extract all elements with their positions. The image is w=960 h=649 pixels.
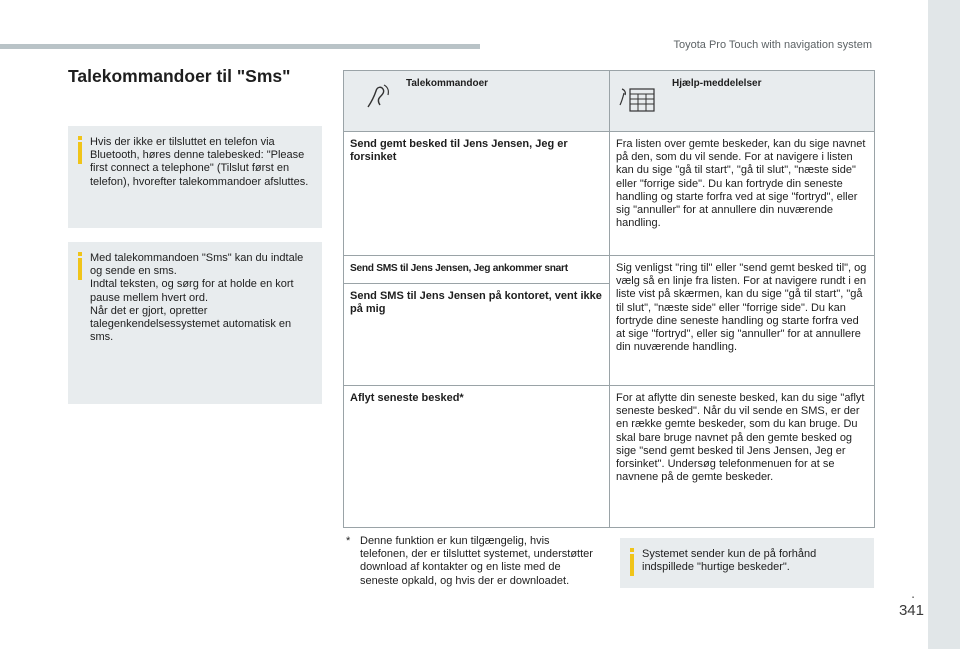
help-cell: For at aflytte din seneste besked, kan du sige "aflyt seneste besked". Når du vil sende en SMS, er der en række gemte beskeder, som du kan bruge. Du skal bare bruge navnet på den gemte besked og sige "send gemt besked til Jens Jensen, Jeg er forsinket". Undersøg telefonmenuen for at se navnene på de gemte beskeder. [610,386,875,528]
running-header: Toyota Pro Touch with navigation system [673,39,872,51]
page-margin-band [928,0,960,649]
page-title: Talekommandoer til "Sms" [68,66,291,86]
info-note-text: Med talekommandoen "Sms" kan du indtale og sende en sms. Indtal teksten, og sørg for at holde en kort pause mellem hvert ord. Når det er gjort, opretter talegenkendelsessystemet automatisk en sms. [90,252,304,344]
col-header-commands: Talekommandoer [406,78,489,89]
col-header-help: Hjælp-meddelelser [672,78,762,89]
info-icon [76,136,88,166]
command-cell: Send gemt besked til Jens Jensen, Jeg er forsinket [344,132,610,256]
info-icon [76,252,88,282]
info-icon [628,548,640,578]
header-rule [0,44,480,49]
info-note-bluetooth [68,126,322,228]
header-help [610,71,875,132]
footnote-marker: * [346,535,351,547]
footnote-text: Denne funktion er kun tilgængelig, hvis telefonen, der er tilsluttet systemet, understøtter download af kontakter og en liste med de seneste opkald, og hvis der er downloadet. [360,535,593,587]
header-commands [344,71,610,132]
info-note-quick-messages [620,538,874,588]
table-row [344,132,875,256]
table-row [344,256,875,284]
voice-help-icon [618,81,658,115]
table-row [344,386,875,528]
command-cell: Send SMS til Jens Jensen, Jeg ankommer snart [344,256,610,284]
info-note-text: Hvis der ikke er tilsluttet en telefon via Bluetooth, høres denne talebesked: "Please first connect a telephone" (Tilslut først en telefon), hvorefter talekommandoer afsluttes. [90,136,309,188]
voice-command-table [343,70,875,528]
table-header-row [344,71,875,132]
command-cell: Aflyt seneste besked* [344,386,610,528]
command-cell: Send SMS til Jens Jensen på kontoret, vent ikke på mig [344,284,610,386]
margin-dot: . [911,585,915,601]
footnote [346,535,596,588]
info-note-sms [68,242,322,404]
voice-command-icon [364,81,394,111]
help-cell: Fra listen over gemte beskeder, kan du sige navnet på den, som du vil sende. For at navigere i listen kan du sige "gå til start", "gå til slut", "næste side" eller "forrige side". Du kan fortryde din seneste handling og starte forfra ved at sige "fortryd", eller sig "annuller" for at annullere din nuværende handling. [610,132,875,256]
info-note-text: Systemet sender kun de på forhånd indspillede "hurtige beskeder". [642,548,817,574]
help-cell: Sig venligst "ring til" eller "send gemt besked til", og vælg så en linje fra listen. For at navigere rundt i en liste vist på skærmen, kan du sige "gå til start", "gå til slut", "næste side" eller "forrige side". Du kan fortryde dine seneste handling og starte forfra ved at sige "fortryd", eller sig "annuller" for at annullere din nuværende handling. [610,256,875,386]
page-number: 341 [898,602,924,619]
